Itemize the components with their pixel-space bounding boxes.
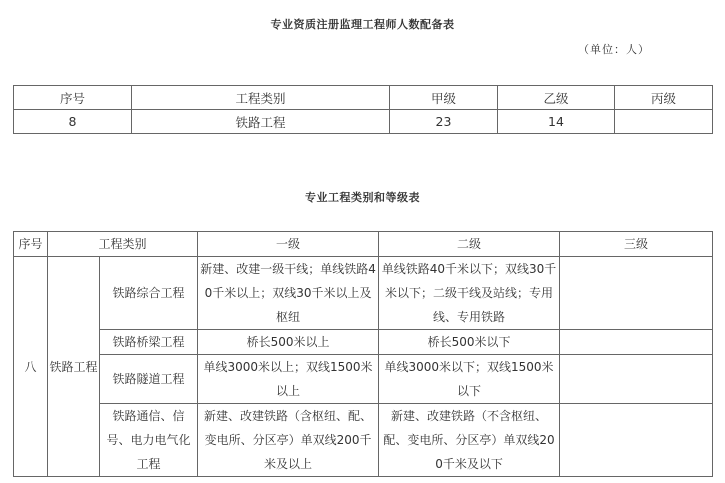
header-category: 工程类别 [132, 86, 390, 110]
header-grade-a: 甲级 [390, 86, 498, 110]
table-row [14, 355, 713, 404]
header-grade-c: 丙级 [615, 86, 713, 110]
table-header-row [14, 86, 713, 110]
cell-seq: 8 [14, 110, 132, 134]
cell-subcategory: 铁路综合工程 [100, 257, 198, 330]
table-row [14, 257, 713, 330]
cell-subcategory: 铁路通信、信号、电力电气化工程 [100, 404, 198, 477]
header-level-3: 三级 [560, 232, 713, 257]
table-header-row [14, 232, 713, 257]
cell-level-1: 新建、改建铁路（含枢纽、配、变电所、分区亭）单双线200千米及以上 [198, 404, 379, 477]
cell-level-3 [560, 330, 713, 355]
seq-label: 八 [24, 359, 37, 374]
cell-level-3 [560, 404, 713, 477]
cell-grade-a: 23 [390, 110, 498, 134]
unit-label: （单位：人） [578, 43, 650, 56]
cell-level-2: 新建、改建铁路（不含枢纽、配、变电所、分区亭）单双线200千米及以下 [379, 404, 560, 477]
grade-table-title: 专业工程类别和等级表 [305, 191, 420, 204]
header-level-2: 二级 [379, 232, 560, 257]
cell-level-3 [560, 355, 713, 404]
cell-seq [14, 257, 48, 477]
cell-level-1: 新建、改建一级干线；单线铁路40千米以上；双线30千米以上及枢纽 [198, 257, 379, 330]
cell-category: 铁路工程 [132, 110, 390, 134]
table-row [14, 330, 713, 355]
cell-subcategory: 铁路隧道工程 [100, 355, 198, 404]
grade-table [13, 231, 713, 477]
header-grade-b: 乙级 [498, 86, 615, 110]
staffing-table [13, 85, 713, 134]
cell-level-2: 单线铁路40千米以下；双线30千米以下；二级干线及站线；专用线、专用铁路 [379, 257, 560, 330]
cell-grade-c [615, 110, 713, 134]
cell-level-1: 桥长500米以上 [198, 330, 379, 355]
table-row [14, 404, 713, 477]
header-seq: 序号 [14, 232, 48, 257]
cell-level-3 [560, 257, 713, 330]
header-level-1: 一级 [198, 232, 379, 257]
cell-subcategory: 铁路桥梁工程 [100, 330, 198, 355]
cell-level-2: 桥长500米以下 [379, 330, 560, 355]
cell-grade-b: 14 [498, 110, 615, 134]
header-seq: 序号 [14, 86, 132, 110]
cell-level-2: 单线3000米以下；双线1500米以下 [379, 355, 560, 404]
table-row [14, 110, 713, 134]
cell-level-1: 单线3000米以上；双线1500米以上 [198, 355, 379, 404]
cell-category [48, 257, 100, 477]
header-category: 工程类别 [48, 232, 198, 257]
staffing-table-title: 专业资质注册监理工程师人数配备表 [270, 18, 455, 31]
category-label: 铁路工程 [49, 359, 98, 374]
